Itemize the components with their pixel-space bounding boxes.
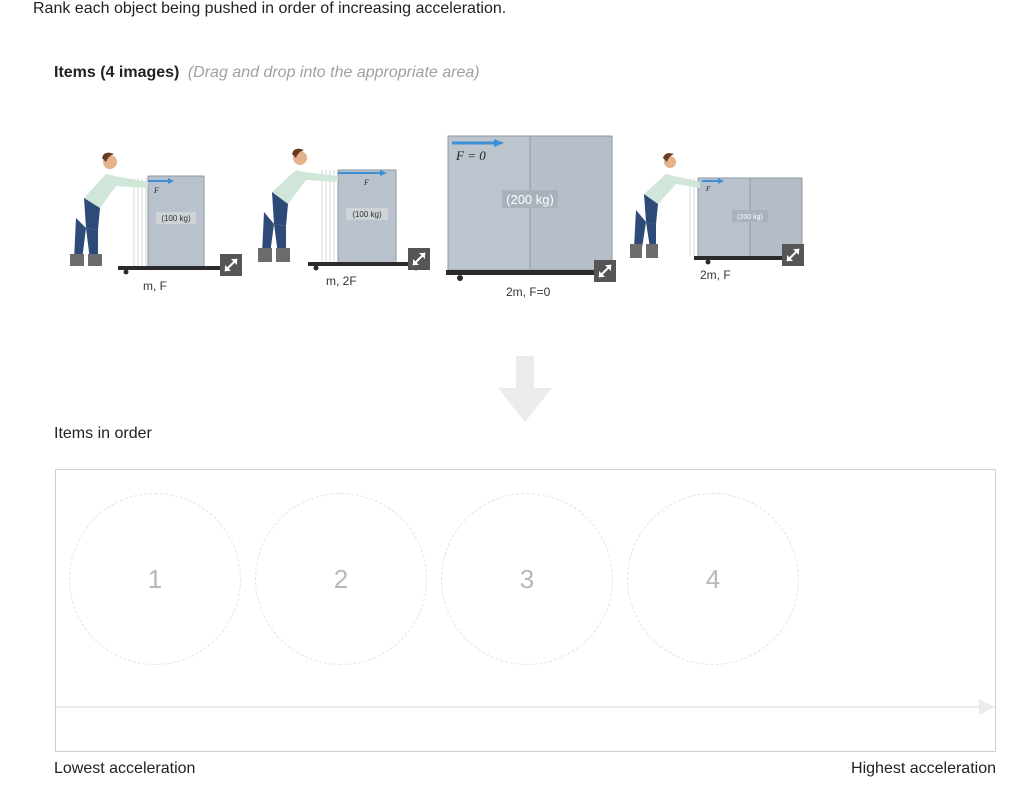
drag-hint: (Drag and drop into the appropriate area): [187, 64, 480, 81]
rank-slot-number: 3: [519, 563, 535, 594]
expand-diagonal-arrow-icon: [220, 254, 242, 276]
woman-pushing-double-box-image: [626, 148, 804, 266]
items-header: [54, 64, 480, 82]
draggable-item-2[interactable]: [252, 146, 430, 274]
woman-pushing-box-image: [64, 148, 242, 276]
box-mass-label: (200 kg): [506, 192, 554, 207]
ranking-drop-zone[interactable]: [55, 469, 996, 752]
rank-slot-2[interactable]: [255, 493, 427, 665]
item-1-caption: m, F: [143, 279, 167, 293]
rank-slot-3[interactable]: [441, 493, 613, 665]
lowest-acceleration-label: Lowest acceleration: [54, 760, 196, 777]
force-label: F: [364, 178, 369, 187]
expand-diagonal-arrow-icon: [594, 260, 616, 282]
expand-button[interactable]: [220, 254, 242, 276]
highest-acceleration-label: Highest acceleration: [851, 760, 996, 777]
draggable-item-4[interactable]: [626, 148, 804, 266]
force-label: F: [154, 186, 159, 195]
rank-slot-number: 4: [705, 563, 721, 594]
question-prompt: Rank each object being pushed in order of increasing acceleration.: [33, 0, 507, 17]
woman-pushing-box-image: [252, 146, 430, 274]
items-title: Items (4 images): [54, 64, 180, 81]
item-3-caption: 2m, F=0: [506, 285, 551, 299]
rank-slot-number: 1: [147, 563, 163, 594]
box-mass-label: (100 kg): [161, 214, 191, 223]
expand-button[interactable]: [782, 244, 804, 266]
expand-button[interactable]: [594, 260, 616, 282]
draggable-item-3[interactable]: [444, 134, 616, 286]
force-label: F = 0: [456, 148, 486, 163]
box-mass-label: (100 kg): [352, 210, 382, 219]
force-label: F: [706, 185, 711, 193]
ranking-axis-arrowhead: [979, 699, 995, 715]
item-4-caption: 2m, F: [700, 268, 731, 282]
expand-diagonal-arrow-icon: [782, 244, 804, 266]
item-2-caption: m, 2F: [326, 274, 357, 288]
draggable-item-1[interactable]: [64, 148, 242, 276]
items-in-order-title: Items in order: [54, 425, 152, 442]
down-arrow-icon: [498, 356, 552, 429]
expand-button[interactable]: [408, 248, 430, 270]
rank-slot-1[interactable]: [69, 493, 241, 665]
box-mass-label: (200 kg): [737, 214, 763, 221]
rank-slot-number: 2: [333, 563, 349, 594]
expand-diagonal-arrow-icon: [408, 248, 430, 270]
ranking-axis-line: [56, 706, 981, 708]
double-box-no-force-image: [444, 134, 616, 286]
rank-slot-4[interactable]: [627, 493, 799, 665]
